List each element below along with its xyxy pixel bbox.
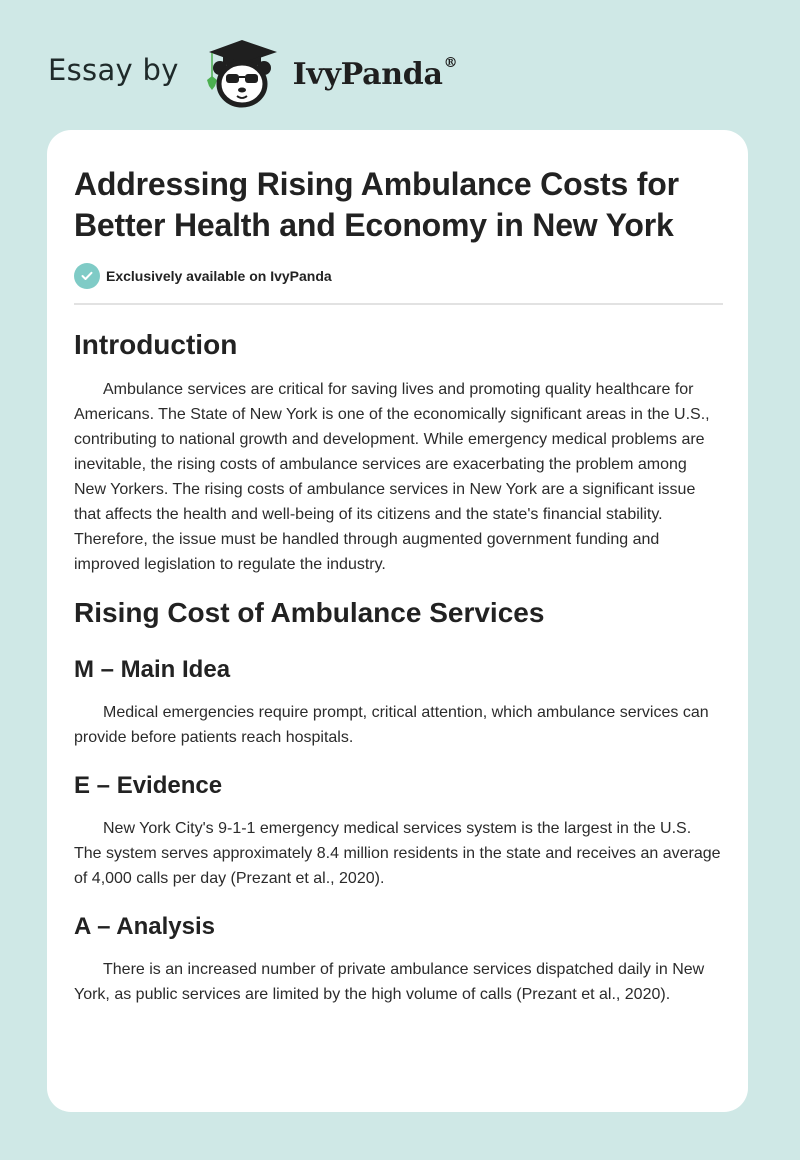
- evidence-paragraph: New York City's 9-1-1 emergency medical services system is the largest in the U.S. The system serves approximately 8.4 million residents in the state and receives an average of 4,000 calls per day (Prezant et al., 2020).: [74, 820, 721, 887]
- subheading-main-idea: M – Main Idea: [74, 656, 231, 683]
- main-idea-paragraph: Medical emergencies require prompt, critical attention, which ambulance services can provide before patients reach hospitals.: [74, 704, 709, 746]
- introduction-paragraph: Ambulance services are critical for saving lives and promoting quality healthcare for Americans. The State of New York is one of the economically significant areas in the U.S., contributing to national growth and development. While emergency medical problems are inevitable, the rising costs of ambulance services are exacerbating the problem among New Yorkers. The rising costs of ambulance services in New York are a significant issue that affects the health and well-being of its citizens and the state's financial stability. Therefore, the issue must be handled through augmented government funding and improved legislation to regulate the industry.: [74, 381, 710, 573]
- subheading-evidence: E – Evidence: [74, 772, 223, 799]
- essay-by-label: Essay by: [48, 53, 179, 87]
- check-circle-icon: [74, 263, 100, 289]
- essay-card: [47, 130, 748, 1112]
- section-heading-introduction: Introduction: [74, 329, 238, 360]
- analysis-paragraph: There is an increased number of private ambulance services dispatched daily in New York, as public services are limited by the high volume of calls (Prezant et al., 2020).: [74, 961, 705, 1003]
- exclusive-badge-text: Exclusively available on IvyPanda: [106, 268, 332, 284]
- section-heading-rising-cost: Rising Cost of Ambulance Services: [74, 597, 545, 628]
- page-title: Addressing Rising Ambulance Costs for Better Health and Economy in New York: [74, 166, 679, 243]
- title-divider: [74, 303, 723, 305]
- panda-graduate-logo-icon[interactable]: [199, 34, 285, 110]
- subheading-analysis: A – Analysis: [74, 913, 215, 940]
- brand-name[interactable]: IvyPanda®: [292, 54, 458, 92]
- exclusive-badge: [74, 263, 721, 289]
- site-header: [48, 34, 457, 110]
